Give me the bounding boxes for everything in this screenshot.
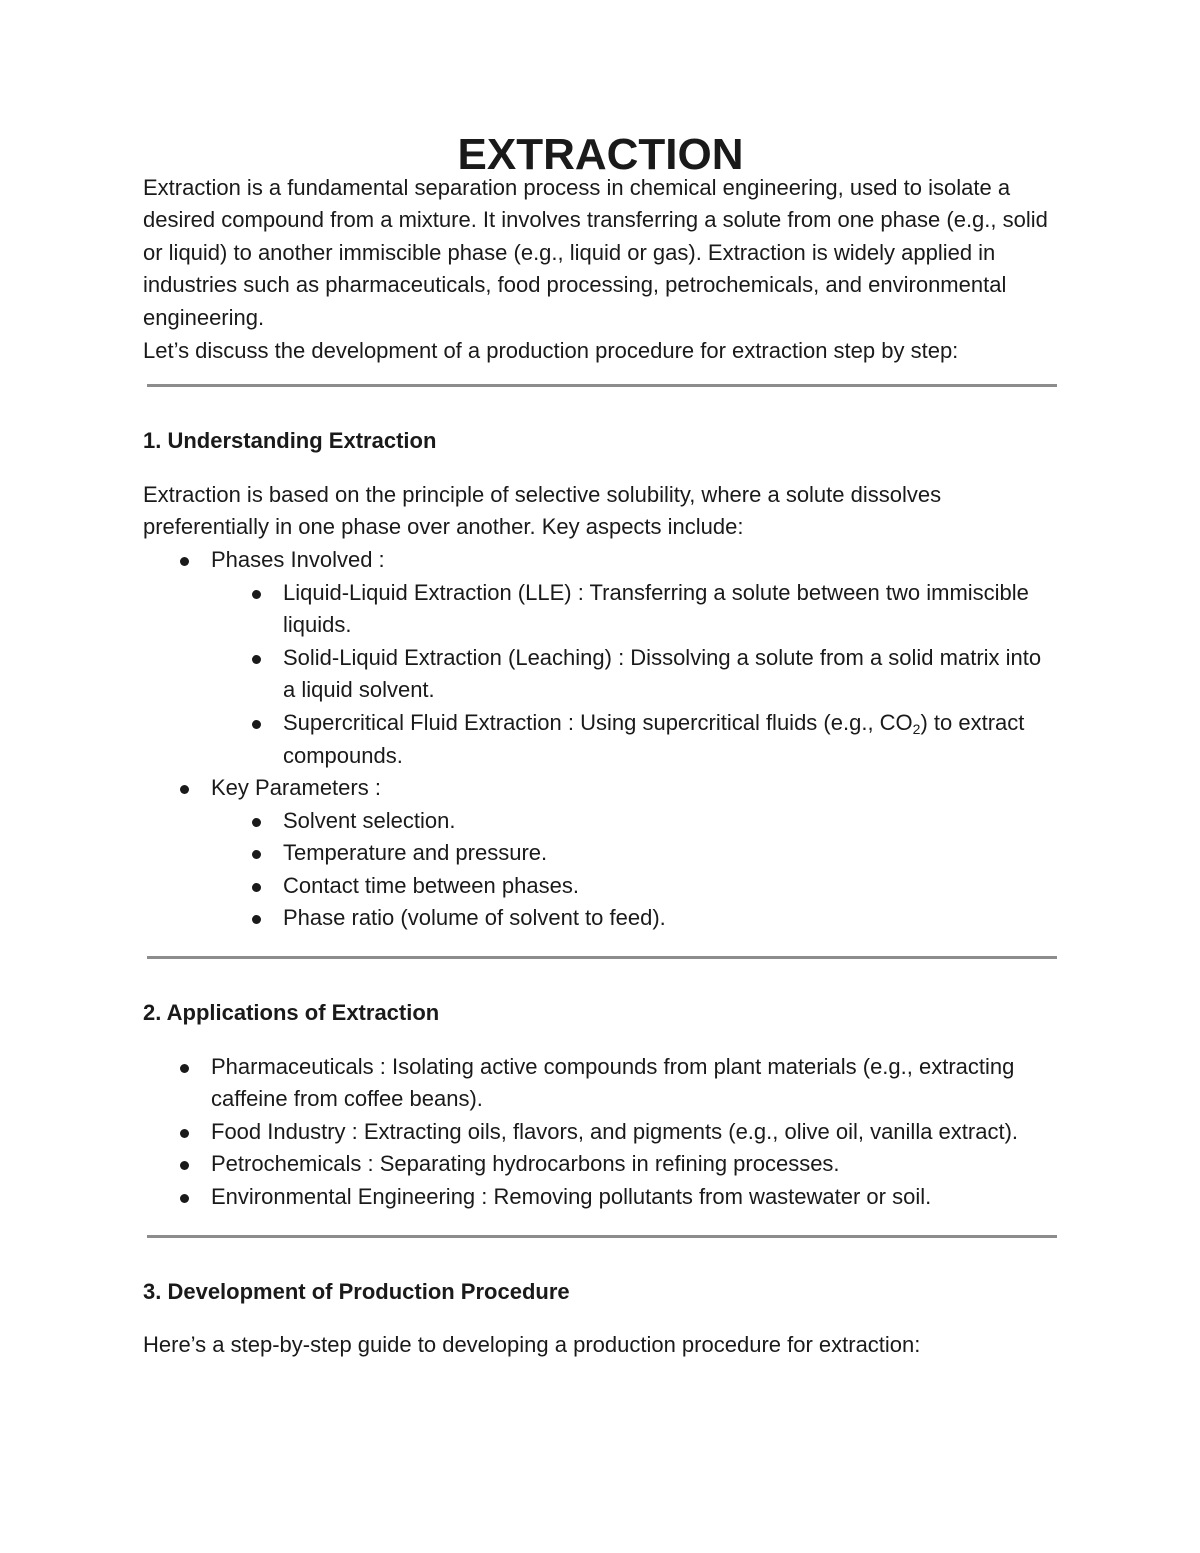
bullet-icon [180,1064,189,1073]
section-1-list [143,544,1058,935]
list-item [143,544,1058,772]
bullet-icon [252,883,261,892]
section-3-paragraph: Here’s a step-by-step guide to developing a production procedure for extraction: [143,1332,921,1358]
params-label: Key Parameters : [211,775,381,801]
list-item: Environmental Engineering : Removing pollutants from wastewater or soil. [143,1181,1058,1214]
list-item: Phase ratio (volume of solvent to feed). [143,902,1058,935]
bullet-icon [252,850,261,859]
section-1-heading: 1. Understanding Extraction [143,428,437,454]
list-item: Petrochemicals : Separating hydrocarbons in refining processes. [143,1148,1058,1181]
intro-lead: Let’s discuss the development of a production procedure for extraction step by step: [143,337,959,363]
document-body [143,130,1058,1362]
bullet-icon [180,1129,189,1138]
bullet-icon [180,557,189,566]
document-title: EXTRACTION [457,130,744,179]
list-item [143,642,1058,707]
list-item: Solvent selection. [143,805,1058,838]
params-list [143,805,1058,935]
bullet-icon [252,818,261,827]
section-2-heading: 2. Applications of Extraction [143,1000,440,1026]
intro-paragraph: Extraction is a fundamental separation process in chemical engineering, used to isolate a desired compound from a mixture. It involves transferring a solute from one phase (e.g., solid or liquid) to another immiscible phase (e.g., liquid or gas). Extraction is widely applied in industries such as pharmaceuticals, food processing, petrochemicals, and environmental engineering. [143,174,1048,330]
bullet-icon [252,915,261,924]
list-item [143,707,1058,772]
section-3-heading: 3. Development of Production Procedure [143,1278,570,1304]
phase-scf: Supercritical Fluid Extraction : Using supercritical fluids (e.g., $CO_2$) to extract compounds. [283,709,1025,768]
list-item: Food Industry : Extracting oils, flavors, and pigments (e.g., olive oil, vanilla extract). [143,1116,1058,1149]
list-item [143,772,1058,935]
list-item: Contact time between phases. [143,870,1058,903]
phases-label: Phases Involved : [211,546,385,572]
phase-lle: Liquid-Liquid Extraction (LLE) : Transferring a solute between two immiscible liquids. [283,579,1029,638]
phases-list [143,577,1058,773]
bullet-icon [252,655,261,664]
section-2-list [143,1051,1058,1214]
phase-leaching: Solid-Liquid Extraction (Leaching) : Dissolving a solute from a solid matrix into a liquid solvent. [283,644,1042,703]
list-item: Temperature and pressure. [143,837,1058,870]
bullet-icon [252,720,261,729]
bullet-icon [180,1194,189,1203]
section-1-paragraph: Extraction is based on the principle of selective solubility, where a solute dissolves preferentially in one phase over another. Key aspects include: [143,481,942,540]
list-item [143,577,1058,642]
list-item: Pharmaceuticals : Isolating active compounds from plant materials (e.g., extracting caffeine from coffee beans). [143,1051,1058,1116]
bullet-icon [180,1161,189,1170]
bullet-icon [252,590,261,599]
bullet-icon [180,785,189,794]
